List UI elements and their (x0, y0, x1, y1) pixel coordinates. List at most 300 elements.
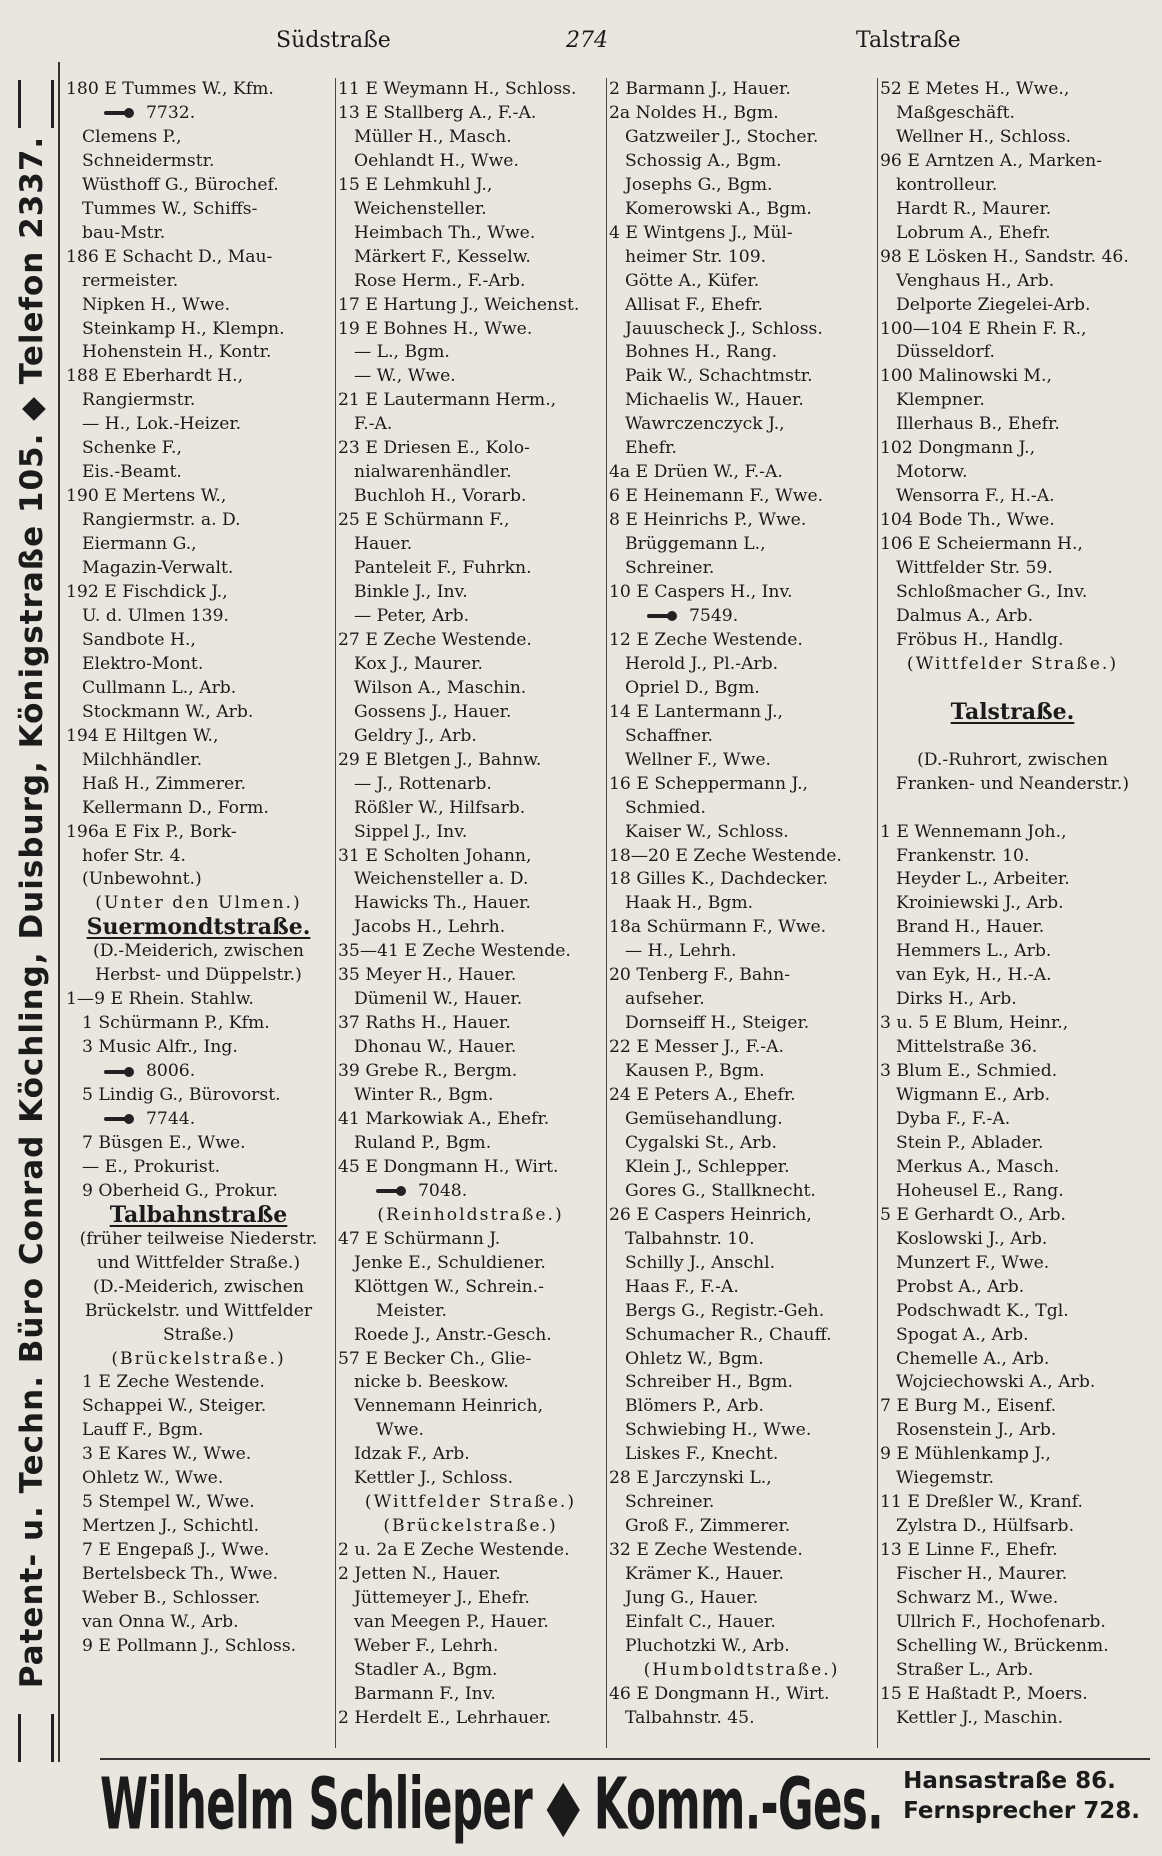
directory-entry (878, 988, 1147, 1012)
directory-entry (878, 1156, 1147, 1180)
directory-entry (878, 1491, 1147, 1515)
entry-text: Weichensteller. (354, 198, 487, 219)
entry-text: 5 Stempel W., Wwe. (82, 1492, 255, 1513)
entry-text: Ohletz W., Bgm. (625, 1348, 764, 1369)
entry-text: Illerhaus B., Ehefr. (896, 414, 1060, 435)
entry-text: Hohenstein H., Kontr. (82, 342, 272, 363)
directory-entry (878, 437, 1147, 461)
entry-text: 6 E Heinemann F., Wwe. (609, 486, 824, 507)
entry-text: 3 u. 5 E Blum, Heinr., (880, 1013, 1069, 1034)
directory-entry (878, 1659, 1147, 1683)
entry-text: Schappei W., Steiger. (82, 1396, 267, 1417)
entry-text: Schenke F., (82, 438, 182, 459)
telephone-icon (104, 1114, 138, 1124)
directory-entry (607, 1348, 876, 1372)
entry-text: Kausen P., Bgm. (625, 1061, 765, 1082)
directory-entry (336, 629, 605, 653)
telephone-icon (104, 1067, 138, 1077)
directory-entry (878, 1707, 1147, 1731)
column-4 (877, 78, 1147, 1748)
directory-entry (878, 1204, 1147, 1228)
entry-text: 35—41 E Zeche Westende. (338, 941, 571, 962)
directory-entry (336, 892, 605, 916)
entry-text: 9 Oberheid G., Prokur. (82, 1180, 278, 1201)
directory-entry (607, 150, 876, 174)
directory-entry (878, 102, 1147, 126)
directory-entry (64, 1587, 333, 1611)
directory-entry (336, 605, 605, 629)
entry-text: Hauer. (354, 534, 413, 555)
directory-entry (64, 1156, 333, 1180)
entry-text: 7732. (146, 102, 196, 123)
entry-text: Wellner H., Schloss. (896, 126, 1072, 147)
directory-entry (64, 1491, 333, 1515)
directory-entry (607, 1515, 876, 1539)
directory-entry (878, 1515, 1147, 1539)
directory-entry (878, 581, 1147, 605)
entry-text: 1 E Zeche Westende. (82, 1372, 265, 1393)
entry-text: Fröbus H., Handlg. (896, 629, 1064, 650)
directory-entry (336, 1132, 605, 1156)
directory-entry (64, 389, 333, 413)
entry-text: Roede J., Anstr.-Gesch. (354, 1324, 552, 1345)
entry-text: Einfalt C., Hauer. (625, 1612, 776, 1632)
directory-entry (878, 845, 1147, 869)
directory-entry (607, 725, 876, 749)
directory-entry (607, 1156, 876, 1180)
directory-entry (336, 78, 605, 102)
entry-text: Hawicks Th., Hauer. (354, 893, 531, 914)
directory-entry (607, 1180, 876, 1204)
directory-entry (878, 1276, 1147, 1300)
directory-entry (336, 940, 605, 964)
directory-entry (607, 102, 876, 126)
directory-entry (607, 1443, 876, 1467)
entry-text: Groß F., Zimmerer. (625, 1516, 791, 1537)
entry-text: Mertzen J., Schichtl. (82, 1516, 260, 1537)
page-number: 274 (566, 28, 608, 53)
entry-text: 13 E Linne F., Ehefr. (880, 1540, 1058, 1561)
directory-entry (878, 916, 1147, 940)
entry-text: 1 E Wennemann Joh., (880, 821, 1067, 842)
directory-entry (878, 1587, 1147, 1611)
directory-entry (336, 581, 605, 605)
street-note (64, 940, 333, 964)
entry-text: Ohletz W., Wwe. (82, 1468, 224, 1489)
entry-text: Talbahnstraße (109, 1203, 288, 1228)
directory-entry (64, 773, 333, 797)
entry-text: (Wittfelder Straße.) (364, 1492, 577, 1513)
entry-text: Klöttgen W., Schrein.- (354, 1276, 544, 1297)
entry-text: 196a E Fix P., Bork- (66, 821, 237, 842)
directory-entry (607, 653, 876, 677)
entry-text: Nipken H., Wwe. (82, 294, 231, 315)
entry-text: Heyder L., Arbeiter. (896, 869, 1070, 890)
street-note (336, 1515, 605, 1539)
entry-text: 96 E Arntzen A., Marken- (880, 150, 1103, 171)
entry-text: Rößler W., Hilfsarb. (354, 797, 526, 818)
directory-entry (336, 749, 605, 773)
header-left-street: Südstraße (276, 28, 391, 53)
entry-text: 5 Lindig G., Bürovorst. (82, 1085, 281, 1106)
entry-text: Hemmers L., Arb. (896, 941, 1052, 962)
directory-entry (607, 1108, 876, 1132)
entry-text: Weichensteller a. D. (354, 869, 529, 890)
entry-text: Geldry J., Arb. (354, 725, 477, 746)
footer-address (903, 1766, 1140, 1826)
entry-text: Probst A., Arb. (896, 1276, 1025, 1297)
street-note (64, 964, 333, 988)
directory-entry (607, 509, 876, 533)
directory-entry (336, 677, 605, 701)
entry-text: 7 Büsgen E., Wwe. (82, 1132, 246, 1153)
directory-entry (64, 1108, 333, 1132)
entry-text: Talstraße. (950, 700, 1075, 725)
directory-entry (64, 629, 333, 653)
directory-entry (607, 1371, 876, 1395)
directory-entry (878, 1324, 1147, 1348)
directory-entry (878, 174, 1147, 198)
directory-entry (607, 318, 876, 342)
entry-text: 9 E Pollmann J., Schloss. (82, 1635, 297, 1656)
directory-entry (607, 1228, 876, 1252)
entry-text: Jenke E., Schuldiener. (354, 1252, 546, 1273)
entry-text: Dümenil W., Hauer. (354, 989, 523, 1010)
directory-entry (878, 270, 1147, 294)
entry-text: Stockmann W., Arb. (82, 701, 254, 722)
directory-entry (878, 461, 1147, 485)
entry-text: (Wittfelder Straße.) (906, 653, 1119, 674)
directory-entry (607, 1635, 876, 1659)
entry-text: 35 Meyer H., Hauer. (338, 965, 517, 986)
entry-text: 8 E Heinrichs P., Wwe. (609, 510, 807, 531)
entry-text: Jung G., Hauer. (625, 1588, 759, 1609)
directory-entry (607, 1132, 876, 1156)
directory-entry (878, 1563, 1147, 1587)
entry-text: Schreiber H., Bgm. (625, 1372, 793, 1393)
entry-text: 190 E Mertens W., (66, 486, 227, 507)
directory-entry (64, 725, 333, 749)
entry-text: Schreiner. (625, 558, 715, 579)
directory-entry (336, 246, 605, 270)
entry-text: Bergs G., Registr.-Geh. (625, 1300, 825, 1321)
entry-text: 16 E Scheppermann J., (609, 773, 809, 794)
directory-entry (336, 341, 605, 365)
directory-entry (607, 557, 876, 581)
entry-text: 4a E Drüen W., F.-A. (609, 462, 783, 483)
entry-text: 27 E Zeche Westende. (338, 629, 532, 650)
entry-text: Schloßmacher G., Inv. (896, 582, 1088, 603)
directory-entry (64, 845, 333, 869)
entry-text: — E., Prokurist. (82, 1156, 221, 1177)
entry-text: Herbst- und Düppelstr.) (95, 965, 302, 986)
entry-text: Wiegemstr. (896, 1468, 995, 1489)
directory-entry (607, 1395, 876, 1419)
directory-entry (607, 1707, 876, 1731)
entry-text: 7744. (146, 1108, 196, 1129)
entry-text: Blömers P., Arb. (625, 1396, 765, 1417)
directory-entry (336, 222, 605, 246)
column-3 (606, 78, 876, 1748)
directory-entry (64, 78, 333, 102)
entry-text: Meister. (376, 1300, 447, 1321)
entry-text: Delporte Ziegelei-Arb. (896, 294, 1091, 315)
street-note (64, 1276, 333, 1300)
entry-text: (Humboldtstraße.) (643, 1659, 840, 1680)
entry-text: (Unter den Ulmen.) (95, 893, 302, 914)
entry-text: Josephs G., Bgm. (625, 174, 773, 195)
directory-entry (64, 198, 333, 222)
entry-text: 14 E Lantermann J., (609, 701, 783, 722)
entry-text: Brückelstr. und Wittfelder (84, 1300, 313, 1321)
directory-entry (64, 1036, 333, 1060)
entry-text: 7 E Engepaß J., Wwe. (82, 1540, 270, 1561)
entry-text: Straßer L., Arb. (896, 1659, 1034, 1680)
entry-text: 39 Grebe R., Bergm. (338, 1061, 518, 1082)
entry-text: Dhonau W., Hauer. (354, 1037, 517, 1058)
entry-text: 11 E Weymann H., Schloss. (338, 79, 577, 99)
entry-text: Dalmus A., Arb. (896, 605, 1034, 626)
entry-text: Barmann F., Inv. (354, 1683, 496, 1704)
entry-text: Schumacher R., Chauff. (625, 1324, 832, 1345)
entry-text: 104 Bode Th., Wwe. (880, 510, 1055, 531)
directory-entry (336, 1683, 605, 1707)
entry-text: Stadler A., Bgm. (354, 1659, 498, 1680)
entry-text: Lauff F., Bgm. (82, 1420, 204, 1441)
entry-text: Podschwadt K., Tgl. (896, 1300, 1069, 1321)
entry-text: (D.-Ruhrort, zwischen (917, 749, 1108, 770)
directory-entry (64, 988, 333, 1012)
entry-text: Franken- und Neanderstr.) (895, 773, 1130, 794)
directory-entry (336, 1659, 605, 1683)
entry-text: (D.-Meiderich, zwischen (93, 941, 304, 962)
directory-entry (64, 1395, 333, 1419)
entry-text: Maßgeschäft. (896, 102, 1015, 123)
directory-entry (336, 557, 605, 581)
directory-entry (64, 1060, 333, 1084)
entry-text: Götte A., Küfer. (625, 270, 760, 291)
directory-entry (607, 988, 876, 1012)
directory-entry (607, 294, 876, 318)
entry-text: Munzert F., Wwe. (896, 1252, 1050, 1273)
street-note (64, 892, 333, 916)
directory-entry (607, 749, 876, 773)
entry-text: Wüsthoff G., Bürochef. (82, 174, 279, 195)
entry-text: Schaffner. (625, 725, 713, 746)
directory-entry (64, 461, 333, 485)
directory-entry (878, 821, 1147, 845)
directory-entry (64, 485, 333, 509)
entry-text: (D.-Meiderich, zwischen (93, 1276, 304, 1297)
directory-entry (607, 533, 876, 557)
entry-text: Lobrum A., Ehefr. (896, 222, 1051, 243)
directory-entry (607, 1012, 876, 1036)
directory-entry (336, 389, 605, 413)
entry-text: 52 E Metes H., Wwe., (880, 79, 1070, 99)
directory-entry (878, 1084, 1147, 1108)
directory-entry (878, 892, 1147, 916)
directory-entry (336, 126, 605, 150)
directory-entry (336, 1443, 605, 1467)
entry-text: — J., Rottenarb. (354, 773, 492, 794)
directory-entry (878, 605, 1147, 629)
entry-text: 1—9 E Rhein. Stahlw. (66, 989, 254, 1010)
directory-entry (607, 1324, 876, 1348)
directory-entry (64, 821, 333, 845)
entry-text: Kellermann D., Form. (82, 797, 269, 818)
entry-text: (Reinholdstraße.) (377, 1204, 564, 1225)
directory-entry (607, 916, 876, 940)
entry-text: Motorw. (896, 462, 968, 483)
entry-text: Opriel D., Bgm. (625, 677, 760, 698)
directory-entry (607, 1204, 876, 1228)
entry-text: Wojciechowski A., Arb. (896, 1372, 1096, 1393)
entry-text: Merkus A., Masch. (896, 1156, 1060, 1177)
directory-entry (878, 150, 1147, 174)
entry-text: Rosenstein J., Arb. (896, 1420, 1057, 1441)
entry-text: (früher teilweise Niederstr. (79, 1228, 318, 1249)
directory-entry (64, 1084, 333, 1108)
directory-entry (336, 461, 605, 485)
entry-text: Panteleit F., Fuhrkn. (354, 558, 532, 579)
directory-entry (336, 102, 605, 126)
entry-text: Gossens J., Hauer. (354, 701, 512, 722)
directory-entry (336, 318, 605, 342)
directory-entry (607, 1467, 876, 1491)
directory-entry (607, 270, 876, 294)
directory-entry (607, 1276, 876, 1300)
entry-text: Schmied. (625, 797, 706, 818)
entry-text: Fischer H., Maurer. (896, 1564, 1068, 1585)
directory-entry (336, 1084, 605, 1108)
entry-text: Ullrich F., Hochofenarb. (896, 1612, 1106, 1632)
directory-entry (878, 1252, 1147, 1276)
entry-text: 8006. (146, 1061, 196, 1082)
directory-entry (607, 198, 876, 222)
entry-text: Schwarz M., Wwe. (896, 1588, 1059, 1609)
street-note (878, 773, 1147, 797)
directory-entry (607, 1419, 876, 1443)
entry-text: 9 E Mühlenkamp J., (880, 1444, 1051, 1465)
entry-text: Sandbote H., (82, 629, 196, 650)
entry-text: 2 Herdelt E., Lehrhauer. (338, 1707, 551, 1728)
directory-entry (64, 749, 333, 773)
entry-text: 7 E Burg M., Eisenf. (880, 1396, 1057, 1417)
entry-text: Jacobs H., Lehrh. (354, 917, 506, 938)
directory-entry (336, 413, 605, 437)
directory-entry (607, 821, 876, 845)
directory-entry (878, 557, 1147, 581)
directory-entry (336, 174, 605, 198)
directory-entry (878, 78, 1147, 102)
entry-text: Kettler J., Schloss. (354, 1468, 514, 1489)
entry-text: Brand H., Hauer. (896, 917, 1045, 938)
street-note (64, 1252, 333, 1276)
directory-entry (878, 1012, 1147, 1036)
directory-entry (336, 1395, 605, 1419)
directory-entry (607, 78, 876, 102)
entry-text: 13 E Stallberg A., F.-A. (338, 102, 537, 123)
directory-entry (336, 1300, 605, 1324)
entry-text: Wittfelder Str. 59. (896, 558, 1053, 579)
directory-entry (607, 485, 876, 509)
directory-entry (607, 940, 876, 964)
sidebar-rule-bottom (18, 1714, 54, 1762)
entry-text: Schwiebing H., Wwe. (625, 1420, 812, 1441)
directory-entry (336, 1156, 605, 1180)
entry-text: Hoheusel E., Rang. (896, 1180, 1064, 1201)
directory-entry (336, 270, 605, 294)
directory-entry (64, 1012, 333, 1036)
directory-entry (607, 126, 876, 150)
entry-text: — L., Bgm. (354, 342, 450, 363)
directory-entry (64, 533, 333, 557)
directory-entry (336, 198, 605, 222)
entry-text: Bohnes H., Rang. (625, 342, 778, 363)
directory-entry (336, 1467, 605, 1491)
street-heading (878, 701, 1147, 725)
directory-entry (607, 677, 876, 701)
entry-text: Komerowski A., Bgm. (625, 198, 812, 219)
entry-text: 22 E Messer J., F.-A. (609, 1037, 784, 1058)
directory-entry (878, 365, 1147, 389)
entry-text: 186 E Schacht D., Mau- (66, 246, 273, 267)
directory-entry (64, 1467, 333, 1491)
directory-entry (878, 318, 1147, 342)
directory-entry (336, 988, 605, 1012)
entry-text: Mittelstraße 36. (896, 1037, 1038, 1058)
directory-entry (878, 1419, 1147, 1443)
entry-text: Brüggemann L., (625, 534, 766, 555)
directory-entry (878, 341, 1147, 365)
entry-text: 18a Schürmann F., Wwe. (609, 917, 827, 938)
directory-entry (878, 1036, 1147, 1060)
entry-text: 10 E Caspers H., Inv. (609, 582, 793, 603)
directory-entry (878, 1635, 1147, 1659)
directory-entry (336, 868, 605, 892)
street-note (878, 653, 1147, 677)
directory-entry (878, 629, 1147, 653)
entry-text: Binkle J., Inv. (354, 582, 468, 603)
entry-text: — W., Wwe. (354, 366, 456, 387)
directory-entry (336, 1348, 605, 1372)
entry-text: Zylstra D., Hülfsarb. (896, 1516, 1075, 1537)
directory-entry (336, 1324, 605, 1348)
entry-text: Milchhändler. (82, 749, 203, 770)
street-note (336, 1491, 605, 1515)
street-note (64, 1324, 333, 1348)
directory-entry (607, 461, 876, 485)
entry-text: kontrolleur. (896, 174, 998, 195)
telephone-icon (376, 1186, 410, 1196)
entry-text: Rangiermstr. a. D. (82, 510, 241, 531)
entry-text: Märkert F., Kesselw. (354, 246, 531, 267)
entry-text: Elektro-Mont. (82, 653, 204, 674)
directory-entry (336, 1012, 605, 1036)
directory-entry (607, 389, 876, 413)
directory-entry (878, 797, 1147, 821)
directory-entry (336, 294, 605, 318)
entry-text: 100—104 E Rhein F. R., (880, 318, 1087, 339)
entry-text: Steinkamp H., Klempn. (82, 318, 285, 339)
entry-text: Stein P., Ablader. (896, 1132, 1044, 1153)
entry-text: bau-Mstr. (82, 222, 166, 243)
entry-text: 11 E Dreßler W., Kranf. (880, 1492, 1083, 1513)
directory-entry (607, 1491, 876, 1515)
entry-text: Michaelis W., Hauer. (625, 390, 804, 411)
entry-text: Buchloh H., Vorarb. (354, 486, 527, 507)
entry-text: Gores G., Stallknecht. (625, 1180, 816, 1201)
